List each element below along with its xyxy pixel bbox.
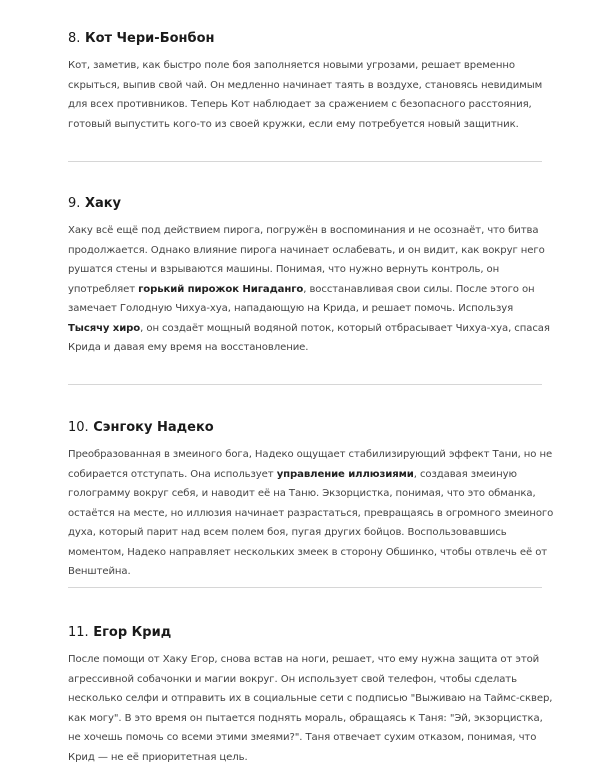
text-part: , создавая змеиную голограмму вокруг себя, и наводит её на Таню. Экзорцистка, понимая, что это обманка, остаётся на месте, но иллюзия начинает разрастаться, превращаясь в огромного змеиного духа, который парит над всем полем боя, пугая других бойцов. Воспользовавшись моментом, Надеко направляет нескольких змеек в сторону Обшинко, чтобы отвлечь её от Венштейна. <box>68 468 554 577</box>
highlight-term: горький пирожок Нигаданго <box>138 283 304 295</box>
text-part: После помощи от Хаку Егор, снова встав на ноги, решает, что ему нужна защита от этой агрессивной собачонки и магии вокруг. Он использует свой телефон, чтобы сделать несколько селфи и отправить их в социальные сети с подписью "Выживаю на Таймс-сквер, как могу". В это время он пытается поднять мораль, обращаясь к Таня: "Эй, экзорцистка, не хочешь помочь со всеми этими змеями?". Таня отвечает сухим отказом, понимая, что Крид — не её приоритетная цель. <box>68 654 553 763</box>
section-number: 10. <box>68 420 89 435</box>
section-text <box>68 56 554 134</box>
section-title <box>68 30 554 48</box>
section-title <box>68 419 554 437</box>
section-text <box>68 445 554 582</box>
section-name: Сэнгоку Надеко <box>93 420 214 435</box>
section-sengoku-nadeko <box>68 419 554 582</box>
section-number: 9. <box>68 196 81 211</box>
highlight-term: управление иллюзиями <box>276 468 414 480</box>
section-divider <box>68 587 542 588</box>
text-part: , восстанавливая свои силы. После этого он замечает Голодную Чихуа-хуа, нападающую на Крида, и решает помочь. Используя <box>68 283 535 314</box>
section-cat-cheri-bonbon <box>68 30 554 134</box>
section-name: Кот Чери-Бонбон <box>84 31 215 46</box>
section-divider <box>68 384 542 385</box>
section-number: 11. <box>68 625 89 640</box>
section-divider <box>68 161 542 162</box>
section-title <box>68 624 554 642</box>
section-name: Егор Крид <box>93 625 172 640</box>
section-name: Хаку <box>84 196 122 211</box>
section-text <box>68 650 554 767</box>
section-haku <box>68 195 554 358</box>
highlight-term: Тысячу хиро <box>68 322 141 334</box>
section-title <box>68 195 554 213</box>
text-part: , он создаёт мощный водяной поток, который отбрасывает Чихуа-хуа, спасая Крида и давая ему время на восстановление. <box>68 322 550 353</box>
section-text <box>68 221 554 358</box>
text-part: Хаку всё ещё под действием пирога, погружён в воспоминания и не осознаёт, что битва продолжается. Однако влияние пирога начинает ослабевать, и он видит, как вокруг него рушатся стены и взрываются машины. Понимая, что нужно вернуть контроль, он употребляет <box>68 225 545 295</box>
text-part: Преобразованная в змеиного бога, Надеко ощущает стабилизирующий эффект Тани, но не собирается отступать. Она использует <box>68 449 553 480</box>
text-part: Кот, заметив, как быстро поле боя заполняется новыми угрозами, решает временно скрыться, выпив свой чай. Он медленно начинает таять в воздухе, становясь невидимым для всех противников. Теперь Кот наблюдает за сражением с безопасного расстояния, готовый выпустить кого-то из своей кружки, если ему потребуется новый защитник. <box>68 60 543 130</box>
section-number: 8. <box>68 31 81 46</box>
section-egor-krid <box>68 624 554 767</box>
